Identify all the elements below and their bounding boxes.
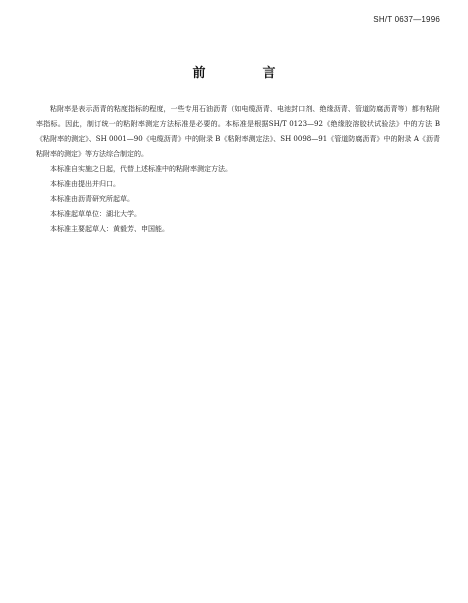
standard-code: SH/T 0637—1996: [373, 15, 440, 24]
foreword-paragraph-drafting-org: 本标准由沥青研究所起草。: [50, 195, 134, 203]
foreword-paragraph-drafters: 本标准主要起草人：黄毅芳、申国能。: [50, 225, 169, 233]
foreword-body: [36, 102, 440, 237]
page-title: 前 言: [192, 66, 298, 81]
foreword-paragraph-proposer: 本标准由提出并归口。: [50, 180, 120, 188]
foreword-paragraph-drafting-unit: 本标准起草单位：湖北大学。: [50, 210, 141, 218]
foreword-paragraph-main: 粘附率是表示沥青的粘度指标的程度，一些专用石油沥青（如电缆沥青、电池封口剂、绝缘沥青、管道防腐沥青等）都有粘附率指标。因此，制订统一的粘附率测定方法标准是必要的。本标准是根据SH/T 0123—92《绝缘胶溶胶状试验法》中的方法 B《粘附率的测定》、SH 0001—90《电缆沥青》中的附录 B《粘附率测定法》、SH 0098—91《管道防腐沥青》中的附录 A《沥青粘附率的测定》等方法综合制定的。: [36, 105, 440, 158]
foreword-paragraph-replacement: 本标准自实施之日起，代替上述标准中的粘附率测定方法。: [50, 165, 232, 173]
